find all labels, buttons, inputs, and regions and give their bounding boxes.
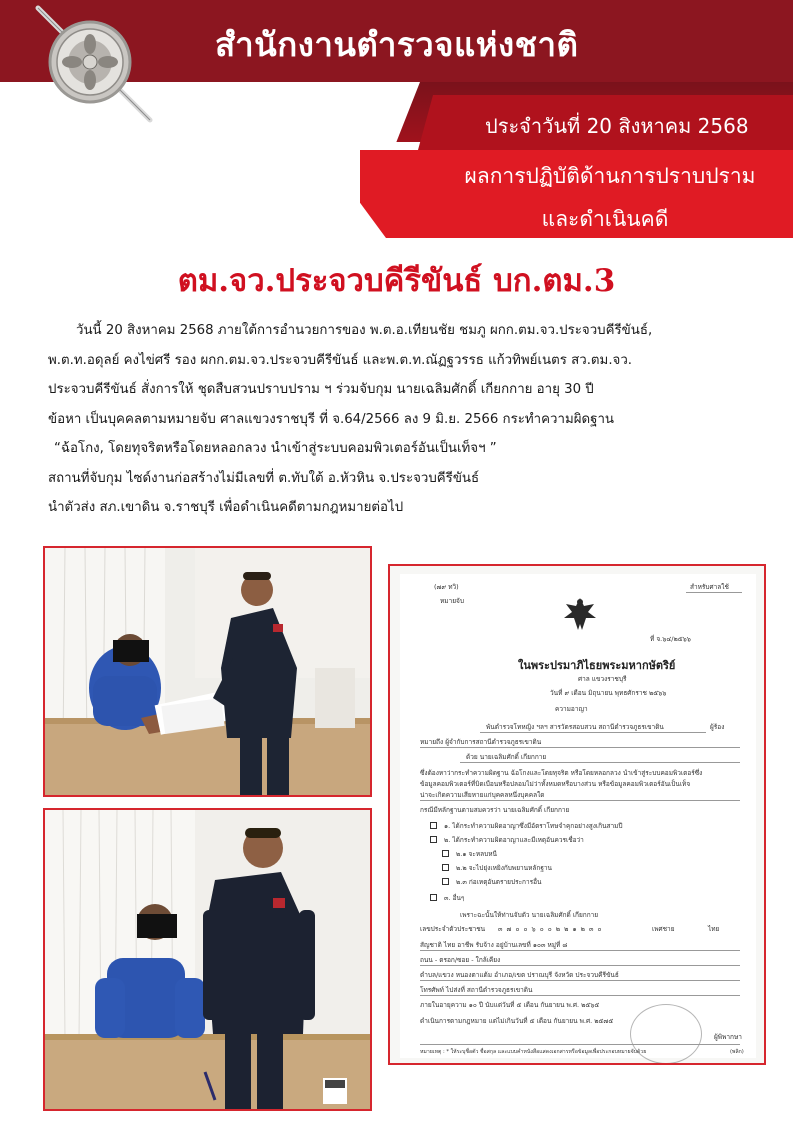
warrant-subdistrict: ตำบล/แขวง หนองตาแต้ม อำเภอ/เขต ปราณบุรี จังหวัด ประจวบคีรีขันธ์ [420,971,619,979]
warrant-sex: เพศชาย [652,925,675,933]
body-line: ข้อหา เป็นบุคคลตามหมายจับ ศาลแขวงราชบุรี ที่ จ.64/2566 ลง 9 มิ.ย. 2566 กระทำความผิดฐาน [48,411,615,427]
photo-scene [45,810,370,1109]
body-line-charge: “ฉ้อโกง, โดยทุจริตหรือโดยหลอกลวง นำเข้าสู่ระบบคอมพิวเตอร์อันเป็นเท็จฯ ” [54,441,497,456]
warrant-page-label: (พลิก) [730,1049,744,1055]
warrant-charge: ข้อมูลคอมพิวเตอร์ที่บิดเบือนหรือปลอมไม่ว่าทั้งหมดหรือบางส่วน หรือข้อมูลคอมพิวเตอร์อันเป็นเท็จ [420,780,691,788]
warrant-issued: ดำเนินการตามกฎหมาย แต่ไม่เกินวันที่ ๕ เดือน กันยายน พ.ศ. ๒๕๗๕ [420,1017,614,1025]
warrant-court-label: สำหรับศาลใช้ [690,583,729,591]
warrant-option: ๒.๓ ก่อเหตุอันตรายประการอื่น [456,878,542,886]
warrant-court-name: ศาล แขวงราชบุรี [578,675,627,683]
agency-title: สำนักงานตำรวจแห่งชาติ [215,25,579,64]
photo-scene [45,548,370,795]
warrant-option: ๒. ได้กระทำความผิดอาญาและมีเหตุอันควรเชื่อว่า [444,836,584,844]
warrant-nation: ไทย [708,925,720,933]
warrant-option: ๒.๒ จะไปยุ่งเหยิงกับพยานหลักฐาน [456,864,552,872]
warrant-because: เพราะฉะนั้นให้ท่านจับตัว นายเฉลิมศักดิ์ เกียกกาย [460,911,599,919]
warrant-deadline: ภายในอายุความ ๑๐ ปี นับแต่วันที่ ๕ เดือน กันยายน พ.ศ. ๒๕๖๕ [420,1001,600,1009]
warrant-form-type: หมายจับ [440,597,464,605]
warrant-grounds: กรณีมีหลักฐานตามสมควรว่า นายเฉลิมศักดิ์ เกียกกาย [420,806,570,814]
warrant-option: ๒.๑ จะหลบหนี [456,850,497,858]
topic-title-line2: และดำเนินคดี [541,207,669,231]
warrant-phone: โทรศัพท์ ไปส่งที่ สถานีตำรวจภูธรเขาดิน [420,986,533,994]
warrant-charge: ซึ่งต้องหาว่ากระทำความผิดฐาน ฉ้อโกงและโดยทุจริต หรือโดยหลอกลวง นำเข้าสู่ระบบคอมพิวเตอร์ซึ่ง [420,769,703,777]
warrant-nationality: สัญชาติ ไทย อาชีพ รับจ้าง อยู่บ้านเลขที่ ๑๐๓ หมู่ที่ ๘ [420,941,568,949]
warrant-option: ๓. อื่นๆ [444,894,465,902]
warrant-id-label: เลขประจำตัวประชาชน [420,925,486,933]
warrant-with-line: ด้วย นายเฉลิมศักดิ์ เกียกกาย [466,753,547,761]
body-line: นำตัวส่ง สภ.เขาดิน จ.ราชบุรี เพื่อดำเนินคดีตามกฎหมายต่อไป [48,500,404,515]
warrant-date: วันที่ ๙ เดือน มิถุนายน พุทธศักราช ๒๕๖๖ [550,689,667,697]
unit-heading: ตม.จว.ประจวบคีรีขันธ์ บก.ตม.3 [177,263,616,299]
report-body [48,316,763,523]
topic-title-line1: ผลการปฏิบัติด้านการปราบปราม [464,164,756,188]
warrant-page [400,574,756,1058]
warrant-to-line: หมายถึง ผู้จำกับการสถานีตำรวจภูธรเขาดิน [420,738,542,746]
body-line: วันนี้ 20 สิงหาคม 2568 ภายใต้การอำนวยการของ พ.ต.อ.เทียนชัย ชมภู ผกก.ตม.จว.ประจวบคีรีขันธ์, [76,323,653,338]
police-emblem-icon [30,2,155,127]
warrant-road: ถนน - ตรอก/ซอย - ใกล้เคียง [420,956,501,964]
warrant-option: ๑. ได้กระทำความผิดอาญาซึ่งมีอัตราโทษจำคุกอย่างสูงเกินสามปี [444,822,623,830]
arrest-photo-standing [43,808,372,1111]
report-date: ประจำวันที่ 20 สิงหาคม 2568 [485,114,749,138]
warrant-id-value: ๓ ๗ ๐ ๐ ๖ ๐ ๐ ๒ ๒ ๑ ๒ ๓ ๐ [498,925,603,933]
warrant-charge: น่าจะเกิดความเสียหายแก่บุคคลหนึ่งบุคคลใด [420,791,545,799]
warrant-royal-line: ในพระปรมาภิไธยพระมหากษัตริย์ [518,659,676,672]
warrant-form-no: (๗๙ ทวิ) [434,583,459,591]
warrant-requester-role: ผู้ร้อง [710,723,725,731]
warrant-case-label: ความอาญา [555,705,588,713]
arrest-warrant-scan [388,564,766,1065]
garuda-emblem-icon [560,594,600,634]
warrant-judge: ผู้พิพากษา [714,1033,742,1041]
warrant-doc-no: ที่ จ.๖๔/๒๕๖๖ [650,635,691,643]
warrant-requester: พันตำรวจโทหญิง ฯลฯ สารวัตรสอบสวน สถานีตำรวจภูธรเขาดิน [486,723,664,731]
body-line: สถานที่จับกุม ไซด์งานก่อสร้างไม่มีเลขที่ ต.ทับใต้ อ.หัวหิน จ.ประจวบคีรีขันธ์ [48,470,480,486]
arrest-photo-table [43,546,372,797]
body-line: พ.ต.ท.อดุลย์ คงไข่ศรี รอง ผกก.ตม.จว.ประจวบคีรีขันธ์ และพ.ต.ท.ณัฏฐวรรธ แก้วทิพย์เนตร สว.ตม.จว. [48,352,633,368]
body-line: ประจวบคีรีขันธ์ สั่งการให้ ชุดสืบสวนปราบปราม ฯ ร่วมจับกุม นายเฉลิมศักดิ์ เกียกกาย อายุ 30 ปี [48,382,594,397]
warrant-footer-note: หมายเหตุ : * ให้ระบุชื่อตัว ชื่อสกุล และแบบคำหนังสือแสดงเอกสารหรือข้อมูลเพื่อประกอบหมายจับด้วย [420,1049,647,1055]
